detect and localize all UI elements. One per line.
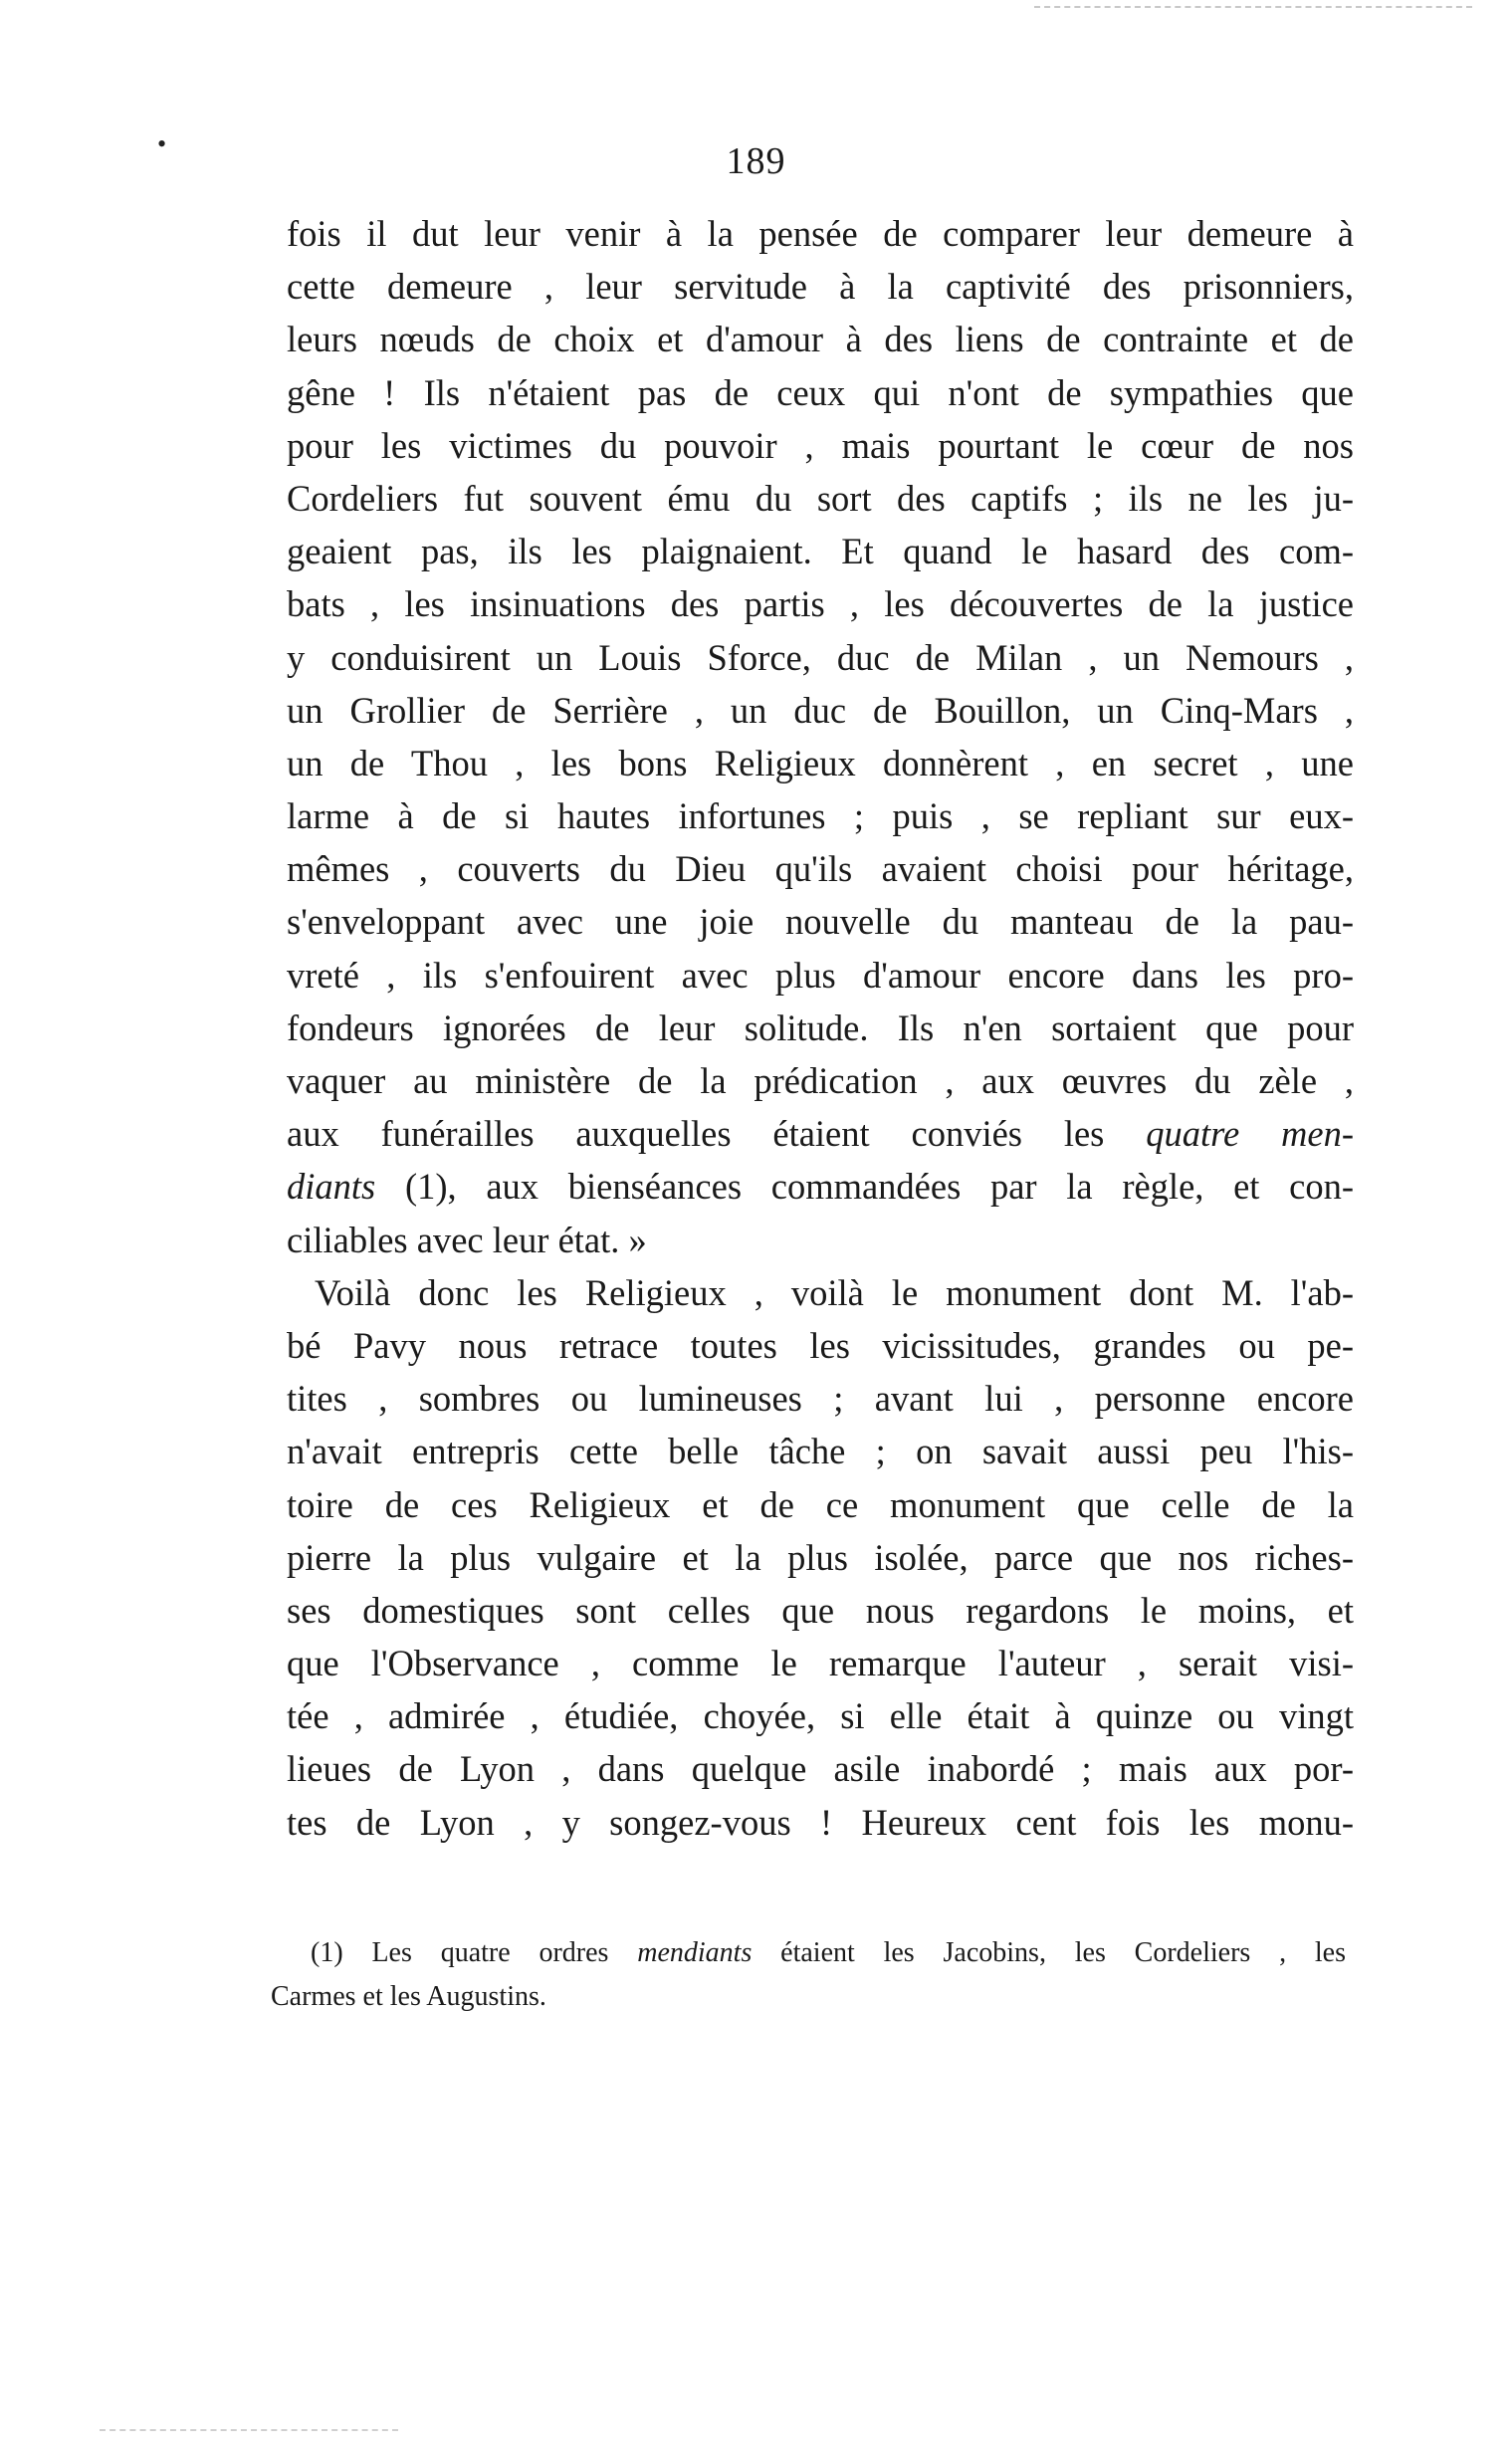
text-line: pierre la plus vulgaire et la plus isolée, parce que nos riches- xyxy=(287,1536,1354,1578)
text-line: vaquer au ministère de la prédication , aux œuvres du zèle , xyxy=(287,1060,1354,1101)
text-line-with-note-ref xyxy=(287,1160,1354,1213)
text-line: s'enveloppant avec une joie nouvelle du manteau de la pau- xyxy=(287,901,1354,943)
top-scan-rule xyxy=(1034,6,1472,8)
page-number: 189 xyxy=(726,140,786,182)
text-line: mêmes , couverts du Dieu qu'ils avaient choisi pour héritage, xyxy=(287,848,1354,890)
text-line: ses domestiques sont celles que nous regardons le moins, et xyxy=(287,1589,1354,1631)
text-line: bats , les insinuations des partis , les découvertes de la justice xyxy=(287,583,1354,625)
text-line: leurs nœuds de choix et d'amour à des liens de contrainte et de xyxy=(287,319,1354,360)
text-line: cette demeure , leur servitude à la captivité des prisonniers, xyxy=(287,266,1354,308)
italic-fragment: diants xyxy=(287,1166,376,1208)
text-line: un Grollier de Serrière , un duc de Bouillon, un Cinq-Mars , xyxy=(287,689,1354,731)
text-fragment: aux funérailles auxquelles étaient conviés les xyxy=(287,1113,1105,1155)
text-line: n'avait entrepris cette belle tâche ; on savait aussi peu l'his- xyxy=(287,1431,1354,1472)
footnote-fragment: (1) Les quatre ordres xyxy=(311,1937,609,1968)
text-line: y conduisirent un Louis Sforce, duc de Milan , un Nemours , xyxy=(287,636,1354,678)
italic-fragment: quatre men- xyxy=(1146,1113,1355,1155)
text-line: ciliables avec leur état. » xyxy=(287,1219,647,1260)
paragraph-start-line: Voilà donc les Religieux , voilà le monument dont M. l'ab- xyxy=(315,1271,1354,1313)
text-line: gêne ! Ils n'étaient pas de ceux qui n'ont de sympathies que xyxy=(287,371,1354,413)
text-line: geaient pas, ils les plaignaient. Et quand le hasard des com- xyxy=(287,531,1354,572)
bottom-scan-rule xyxy=(100,2429,398,2431)
text-line: toire de ces Religieux et de ce monument que celle de la xyxy=(287,1483,1354,1525)
text-line: lieues de Lyon , dans quelque asile inabordé ; mais aux por- xyxy=(287,1748,1354,1790)
text-line: Cordeliers fut souvent ému du sort des captifs ; ils ne les ju- xyxy=(287,477,1354,519)
text-line-with-italic xyxy=(287,1107,1354,1160)
text-line: bé Pavy nous retrace toutes les vicissitudes, grandes ou pe- xyxy=(287,1324,1354,1366)
text-fragment: (1), aux bienséances commandées par la règle, et con- xyxy=(404,1166,1354,1208)
text-line: vreté , ils s'enfouirent avec plus d'amour encore dans les pro- xyxy=(287,954,1354,996)
footnote-line: Carmes et les Augustins. xyxy=(271,1981,546,2012)
text-line: que l'Observance , comme le remarque l'auteur , serait visi- xyxy=(287,1643,1354,1684)
text-line: tes de Lyon , y songez-vous ! Heureux cent fois les monu- xyxy=(287,1801,1354,1843)
text-line: fondeurs ignorées de leur solitude. Ils n'en sortaient que pour xyxy=(287,1006,1354,1048)
footnote xyxy=(271,1931,1346,2019)
text-line: pour les victimes du pouvoir , mais pourtant le cœur de nos xyxy=(287,424,1354,466)
margin-mark: • xyxy=(157,129,167,158)
text-line: un de Thou , les bons Religieux donnèrent , en secret , une xyxy=(287,742,1354,783)
text-line: fois il dut leur venir à la pensée de comparer leur demeure à xyxy=(287,213,1354,254)
body-text xyxy=(287,207,1354,1849)
text-line: tée , admirée , étudiée, choyée, si elle était à quinze ou vingt xyxy=(287,1695,1354,1737)
text-line: tites , sombres ou lumineuses ; avant lui , personne encore xyxy=(287,1378,1354,1420)
text-line: larme à de si hautes infortunes ; puis , se repliant sur eux- xyxy=(287,795,1354,837)
footnote-italic: mendiants xyxy=(637,1937,753,1968)
footnote-line xyxy=(271,1931,1346,1975)
footnote-fragment: étaient les Jacobins, les Cordeliers , les xyxy=(780,1937,1347,1968)
